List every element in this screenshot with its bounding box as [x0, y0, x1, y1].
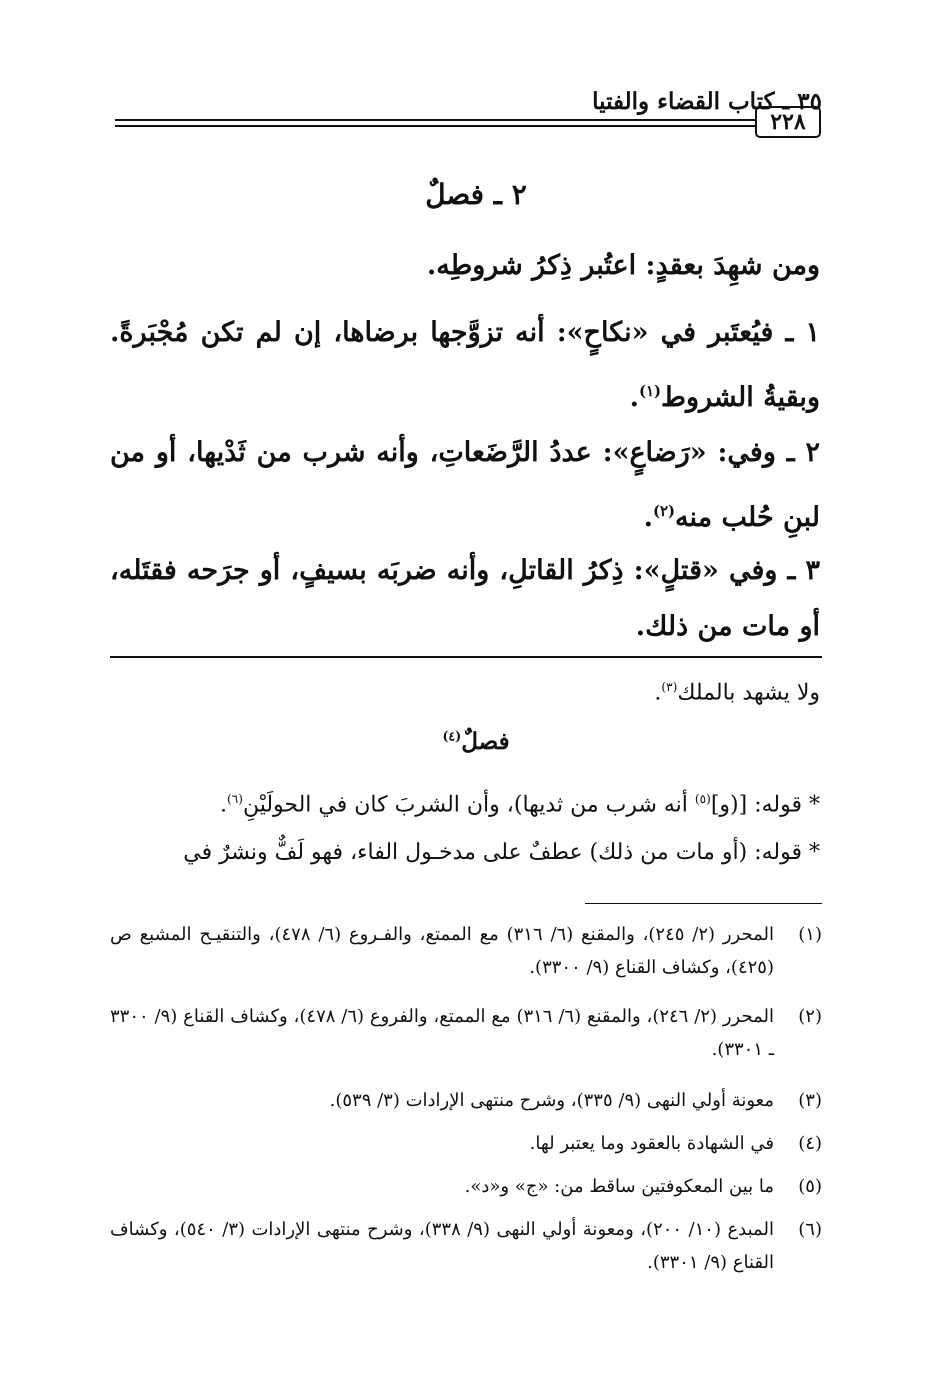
footnote-number: (٥): [798, 1176, 822, 1197]
footnote-ref-5: (٥): [694, 792, 711, 806]
footnote-text: معونة أولي النهى (٩/ ٣٣٥)، وشرح منتهى الإرادات (٣/ ٥٣٩).: [329, 1090, 774, 1111]
note-1-body: أنه شرب من ثديها)، وأن الشربَ كان في الحولَيْنِ: [242, 792, 695, 818]
paragraph-1-text: ١ ـ فيُعتَبر في «نكاحٍ»: أنه تزوَّجها برضاها، إن لم تكن مُجْبَرةً. وبقيةُ الشروط: [110, 317, 820, 413]
footnote: [110, 1084, 822, 1117]
footnote-number: (٦): [798, 1219, 822, 1240]
footnote-text: في الشهادة بالعقود وما يعتبر لها.: [529, 1133, 774, 1154]
section-title: ٢ ـ فصلٌ: [425, 178, 527, 211]
subsection-title-text: فصلٌ: [461, 728, 510, 755]
footnote-number: (٤): [798, 1133, 822, 1154]
note-1-start: * قوله: [(و]: [710, 792, 820, 818]
paragraph-2: [110, 424, 820, 547]
footnote-text: ما بين المعكوفتين ساقط من: «ج» و«د».: [464, 1176, 774, 1197]
footnote: [110, 918, 822, 984]
commentary-note-2: * قوله: (أو مات من ذلك) عطفٌ على مدخـول الفاء، فهو لَفٌّ ونشرٌ في: [183, 840, 820, 865]
footnote-separator: [585, 903, 822, 904]
commentary-line-1: [110, 670, 820, 710]
footnote: [110, 1127, 822, 1160]
commentary-note-1: [110, 782, 820, 822]
footnote-ref-2: (٢): [652, 502, 676, 520]
footnote-ref-4: (٤): [442, 728, 462, 744]
header-rule: [115, 119, 757, 121]
paragraph-2-text: ٢ ـ وفي: «رَضاعٍ»: عددُ الرَّضَعاتِ، وأنه شرب من ثَدْيها، أو من لبنِ حُلب منه: [110, 437, 820, 533]
intro-paragraph: ومن شهِدَ بعقدٍ: اعتُبر ذِكرُ شروطِه.: [426, 250, 820, 281]
paragraph-3: ٣ ـ وفي «قتلٍ»: ذِكرُ القاتلِ، وأنه ضربَه بسيفٍ، أو جرَحه فقتَله، أو مات من ذلك.: [110, 555, 820, 642]
commentary-line-1-text: ولا يشهد بالملك: [677, 680, 820, 706]
page-number: ٢٢٨: [755, 106, 821, 138]
note-1-end: .: [220, 792, 228, 818]
commentary-line-1-end: .: [654, 680, 662, 706]
paragraph-2-end: .: [643, 502, 653, 533]
footnote-text: المحرر (٢/ ٢٤٦)، والمقنع (٦/ ٣١٦) مع الممتع، والفروع (٦/ ٤٧٨)، وكشاف القناع (٩/ ٣٣٠٠ ـ ٣٣٠١).: [110, 1006, 774, 1060]
footnote-number: (٣): [798, 1090, 822, 1111]
footnote-text: المحرر (٢/ ٢٤٥)، والمقنع (٦/ ٣١٦) مع الممتع، والفـروع (٦/ ٤٧٨)، والتنقيـح المشبع ص (٤٢٥)، وكشاف القناع (٩/ ٣٣٠٠).: [110, 924, 774, 978]
running-header-title: ٣٥ ـ كتاب القضاء والفتيا: [592, 88, 822, 115]
footnote: [110, 1000, 822, 1066]
footnote-ref-3: (٣): [661, 680, 678, 694]
paragraph-1: [110, 304, 820, 427]
footnote: [110, 1213, 822, 1279]
header-rule: [115, 125, 757, 127]
footnote-number: (٢): [798, 1006, 822, 1027]
footnote: [110, 1170, 822, 1203]
separator-line: [110, 656, 822, 658]
footnote-text: المبدع (١٠/ ٢٠٠)، ومعونة أولي النهى (٩/ ٣٣٨)، وشرح منتهى الإرادات (٣/ ٥٤٠)، وكشاف القناع (٩/ ٣٣٠١).: [110, 1219, 774, 1273]
footnote-ref-6: (٦): [227, 792, 243, 806]
subsection-title: [0, 728, 952, 755]
footnote-ref-1: (١): [638, 382, 662, 400]
paragraph-1-end: .: [629, 382, 639, 413]
footnote-number: (١): [798, 924, 822, 945]
